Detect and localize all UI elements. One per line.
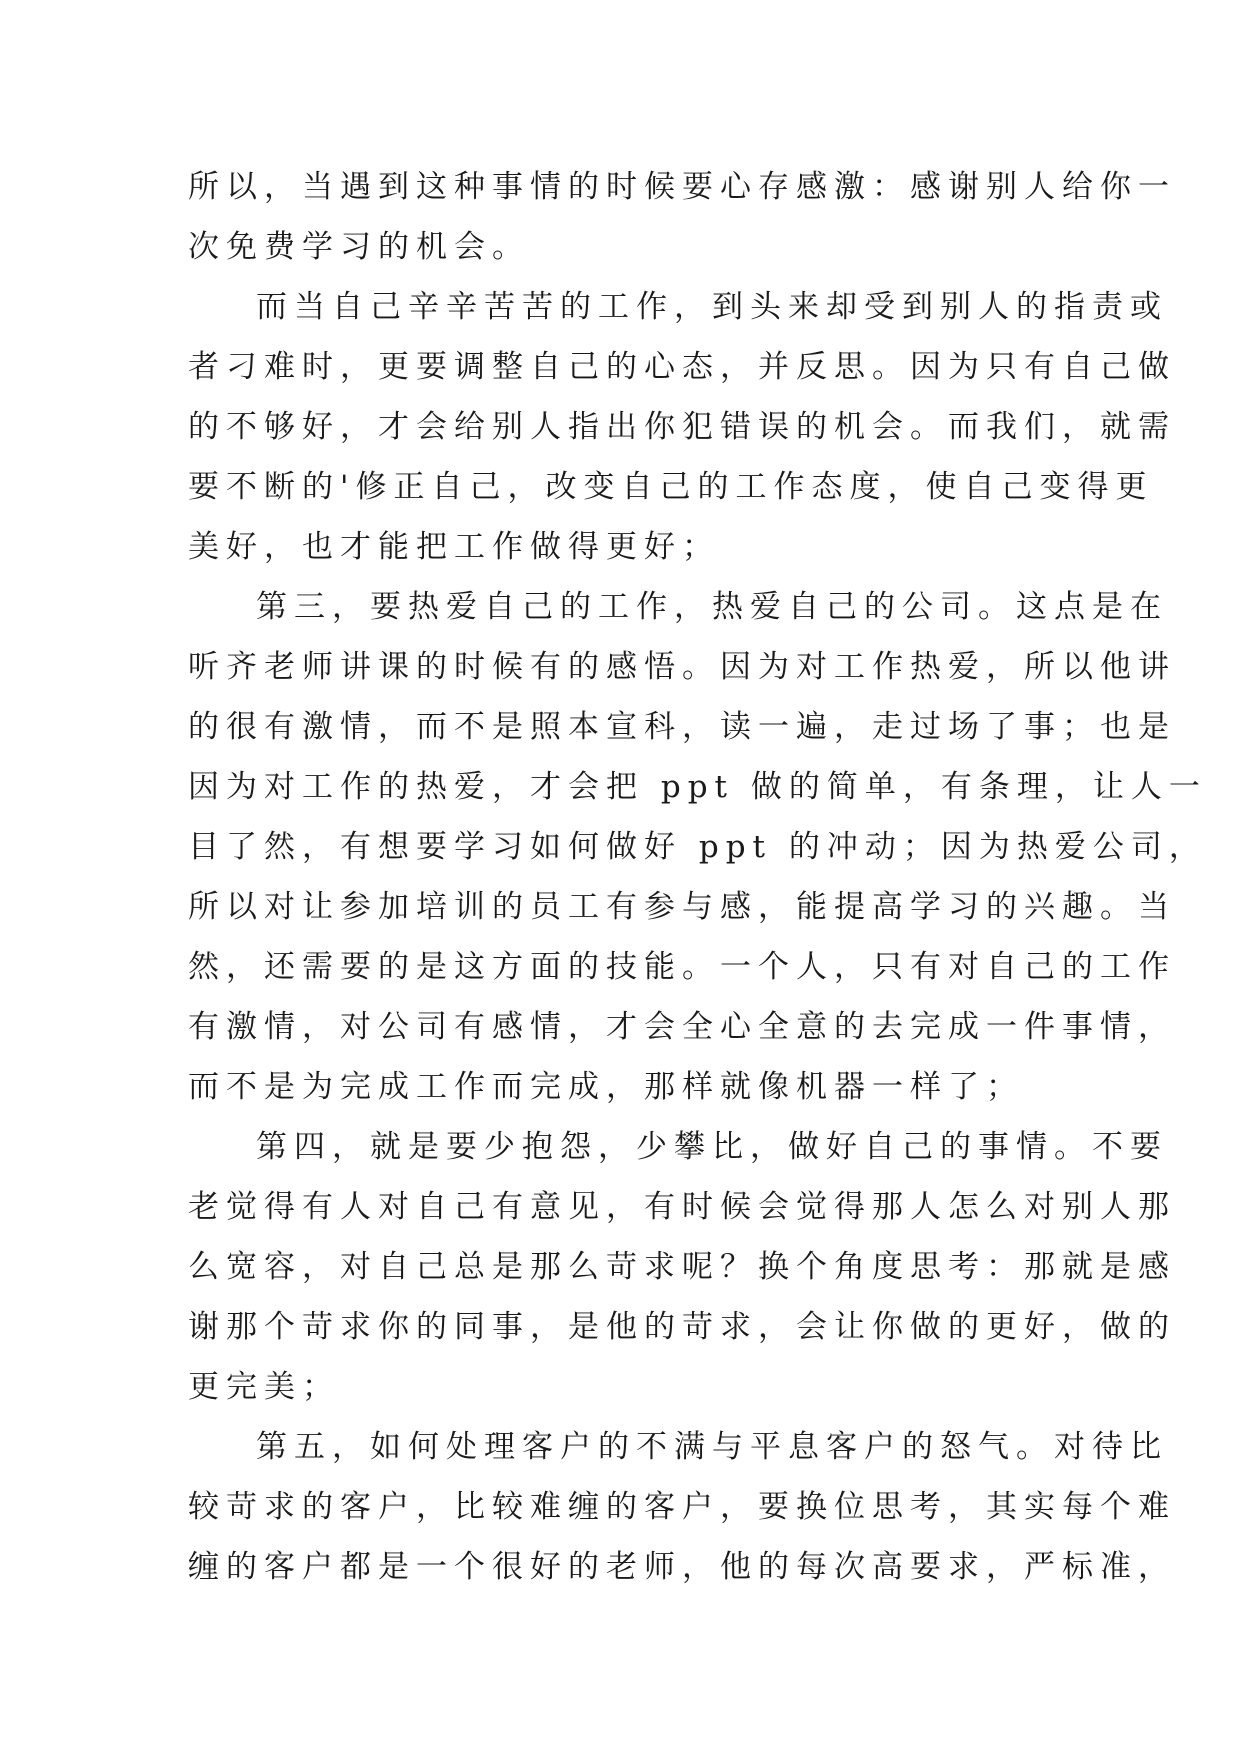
paragraph-first-line: 第五，如何处理客户的不满与平息客户的怒气。对待比	[256, 1429, 1168, 1465]
text-line: 更完美；	[188, 1369, 340, 1405]
text-line: 么宽容，对自己总是那么苛求呢？换个角度思考：那就是感	[188, 1249, 1176, 1285]
text-line: 老觉得有人对自己有意见，有时候会觉得那人怎么对别人那	[188, 1189, 1176, 1225]
text-line: 缠的客户都是一个很好的老师，他的每次高要求，严标准，	[188, 1549, 1176, 1585]
text-line: 所以对让参加培训的员工有参与感，能提高学习的兴趣。当	[188, 889, 1176, 925]
paragraph-first-line: 而当自己辛辛苦苦的工作，到头来却受到别人的指责或	[256, 289, 1168, 325]
text-line: 而不是为完成工作而完成，那样就像机器一样了；	[188, 1069, 1024, 1105]
text-line: 的不够好，才会给别人指出你犯错误的机会。而我们，就需	[188, 409, 1176, 445]
text-line: 有激情，对公司有感情，才会全心全意的去完成一件事情，	[188, 1009, 1176, 1045]
text-line: 谢那个苛求你的同事，是他的苛求，会让你做的更好，做的	[188, 1309, 1176, 1345]
document-body	[188, 157, 1207, 1597]
paragraph-first-line: 第三，要热爱自己的工作，热爱自己的公司。这点是在	[256, 589, 1168, 625]
text-line: 所以，当遇到这种事情的时候要心存感激：感谢别人给你一	[188, 169, 1176, 205]
text-line: 次免费学习的机会。	[188, 229, 530, 265]
text-line: 者刁难时，更要调整自己的心态，并反思。因为只有自己做	[188, 349, 1176, 385]
text-line: 听齐老师讲课的时候有的感悟。因为对工作热爱，所以他讲	[188, 649, 1176, 685]
text-line: 然，还需要的是这方面的技能。一个人，只有对自己的工作	[188, 949, 1176, 985]
paragraph-first-line: 第四，就是要少抱怨，少攀比，做好自己的事情。不要	[256, 1129, 1168, 1165]
text-line: 因为对工作的热爱，才会把 ppt 做的简单，有条理，让人一	[188, 769, 1207, 805]
text-line: 要不断的'修正自己，改变自己的工作态度，使自己变得更	[188, 469, 1154, 505]
text-line: 目了然，有想要学习如何做好 ppt 的冲动；因为热爱公司，	[188, 829, 1207, 865]
text-line: 较苛求的客户，比较难缠的客户，要换位思考，其实每个难	[188, 1489, 1176, 1525]
text-line: 美好，也才能把工作做得更好；	[188, 529, 720, 565]
text-line: 的很有激情，而不是照本宣科，读一遍，走过场了事；也是	[188, 709, 1176, 745]
